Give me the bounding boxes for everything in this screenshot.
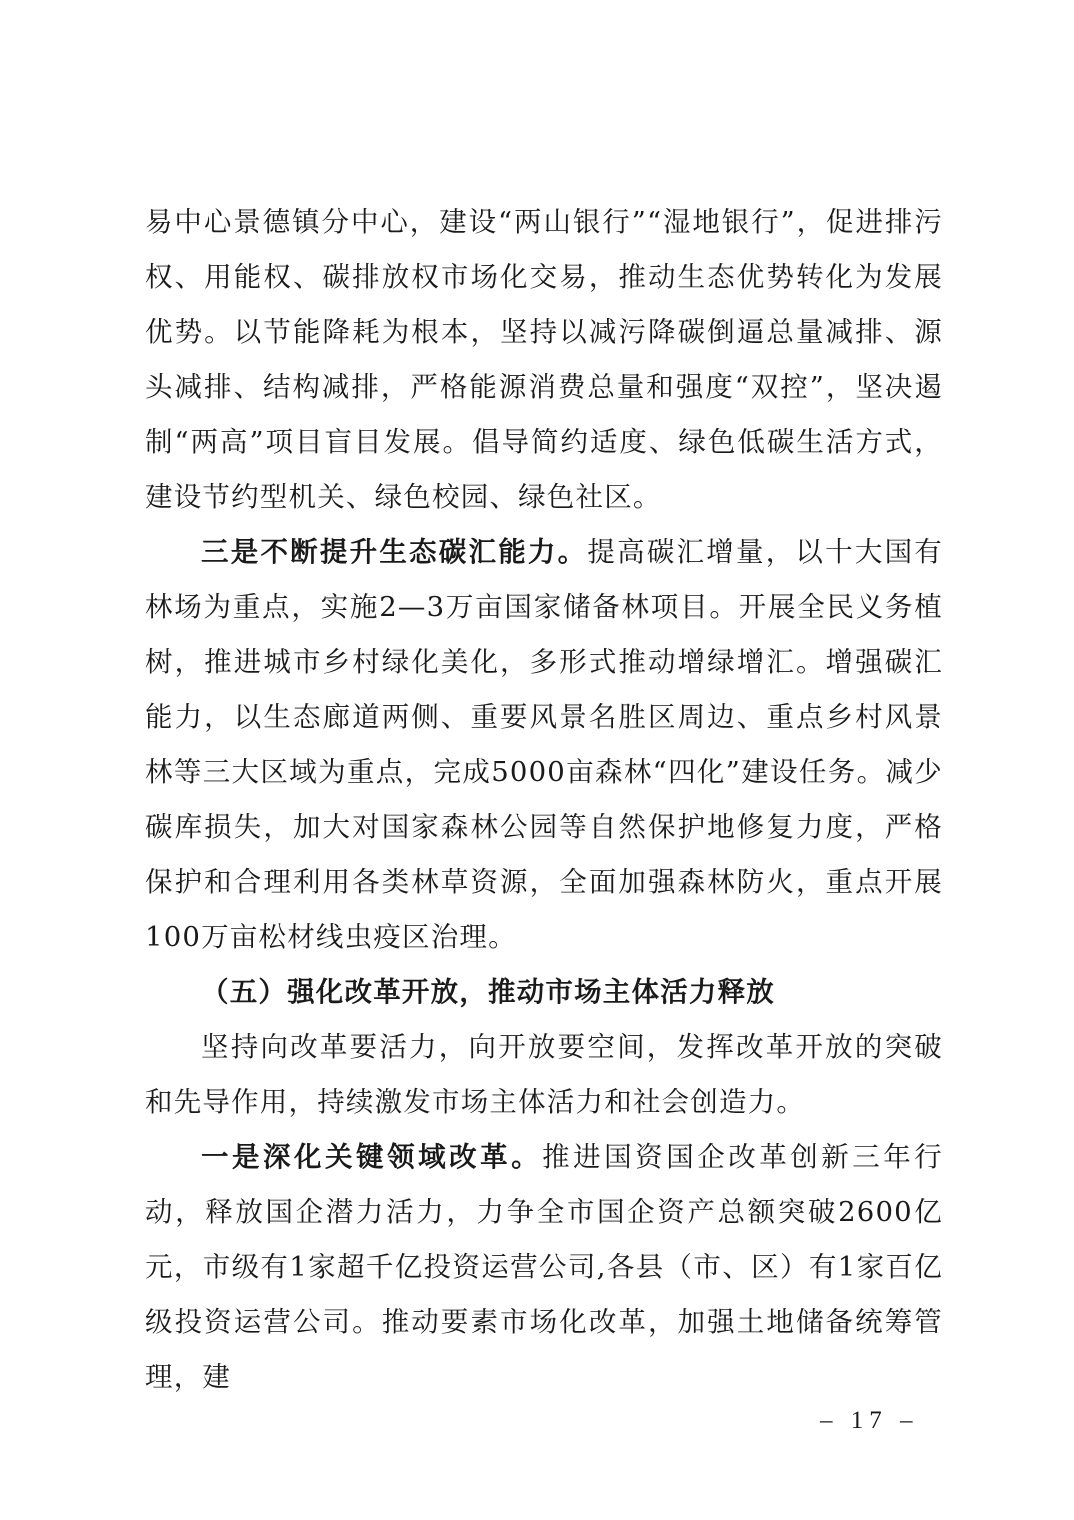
paragraph-text: 易中心景德镇分中心，建设“两山银行”“湿地银行”，促进排污权、用能权、碳排放权市场化交易，推动生态优势转化为发展优势。以节能降耗为根本，坚持以减污降碳倒逼总量减排、源头减排、结构减排，严格能源消费总量和强度“双控”，坚决遏制“两高”项目盲目发展。倡导简约适度、绿色低碳生活方式，建设节约型机关、绿色校园、绿色社区。: [145, 206, 943, 513]
paragraph-text: 提高碳汇增量，以十大国有林场为重点，实施2—3万亩国家储备林项目。开展全民义务植树，推进城市乡村绿化美化，多形式推动增绿增汇。增强碳汇能力，以生态廊道两侧、重要风景名胜区周边、重点乡村风景林等三大区域为重点，完成5000亩森林“四化”建设任务。减少碳库损失，加大对国家森林公园等自然保护地修复力度，严格保护和合理利用各类林草资源，全面加强森林防火，重点开展100万亩松材线虫疫区治理。: [145, 536, 943, 953]
paragraph-lead: 一是深化关键领域改革。: [201, 1141, 543, 1173]
document-body: [145, 195, 943, 1405]
page-number: – 17 –: [820, 1407, 919, 1434]
paragraph-lead: 三是不断提升生态碳汇能力。: [201, 536, 588, 568]
paragraph-reform-intro: [145, 1020, 943, 1130]
section-heading: （五）强化改革开放，推动市场主体活力释放: [201, 976, 775, 1008]
paragraph-key-reform: [145, 1130, 943, 1405]
paragraph-text: 坚持向改革要活力，向开放要空间，发挥改革开放的突破和先导作用，持续激发市场主体活力和社会创造力。: [145, 1031, 943, 1118]
paragraph-carbon-sink: [145, 525, 943, 965]
paragraph-text: 推进国资国企改革创新三年行动，释放国企潜力活力，力争全市国企资产总额突破2600亿元，市级有1家超千亿投资运营公司,各县（市、区）有1家百亿级投资运营公司。推动要素市场化改革，加强土地储备统筹管理，建: [145, 1141, 943, 1393]
paragraph-carbon-market: [145, 195, 943, 525]
